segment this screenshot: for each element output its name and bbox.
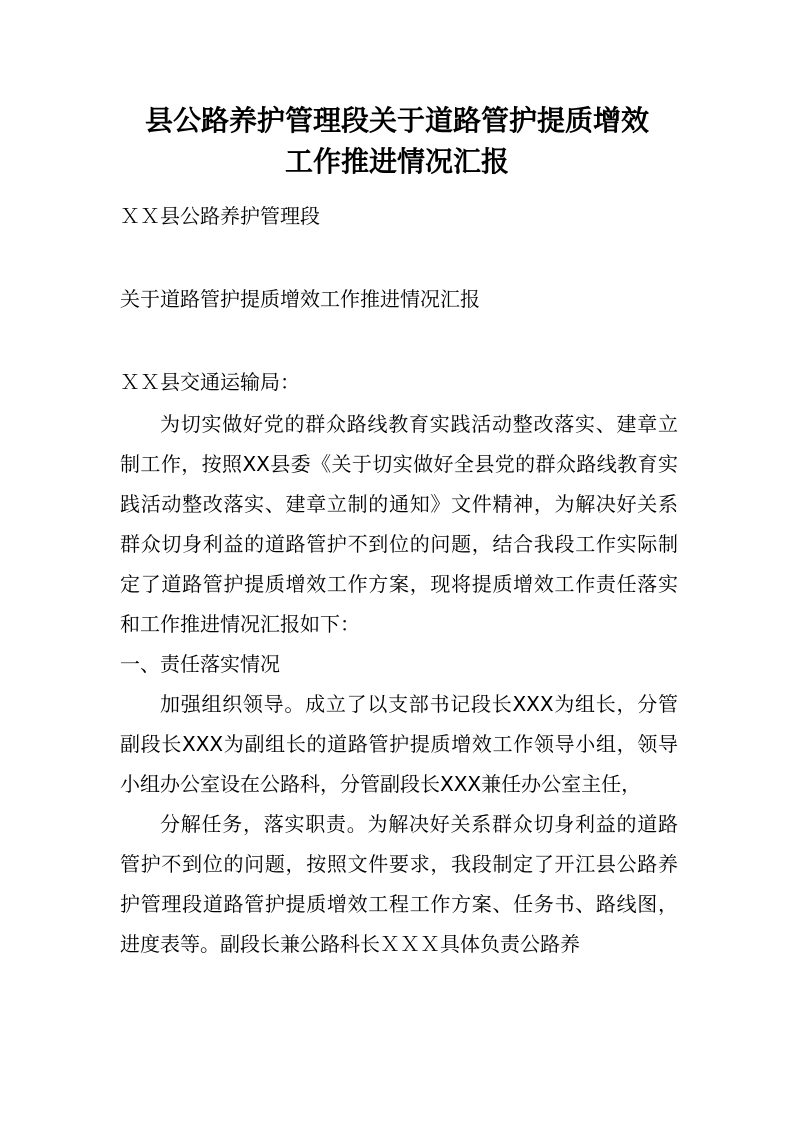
document-body: [120, 404, 678, 964]
intro-paragraph: 为切实做好党的群众路线教育实践活动整改落实、建章立制工作，按照XX县委《关于切实做好全县党的群众路线教育实践活动整改落实、建章立制的通知》文件精神，为解决好关系群众切身利益的道路管护不到位的问题，结合我段工作实际制定了道路管护提质增效工作方案，现将提质增效工作责任落实和工作推进情况汇报如下：: [120, 412, 678, 636]
section-1-paragraph-2: 分解任务，落实职责。为解决好关系群众切身利益的道路管护不到位的问题，按照文件要求，我段制定了开江县公路养护管理段道路管护提质增效工程工作方案、任务书、路线图，进度表等。副段长兼公路科长ＸＸＸ具体负责公路养: [120, 812, 678, 956]
report-subject: 关于道路管护提质增效工作推进情况汇报: [120, 287, 480, 311]
organization-name: ＸＸ县公路养护管理段: [120, 204, 320, 228]
section-1-heading: 一、责任落实情况: [120, 652, 280, 676]
document-title-line-1: 县公路养护管理段关于道路管护提质增效: [144, 104, 649, 137]
section-1-paragraph-1: 加强组织领导。成立了以支部书记段长XXX为组长，分管副段长XXX为副组长的道路管护提质增效工作领导小组，领导小组办公室设在公路科，分管副段长XXX兼任办公室主任，: [120, 692, 678, 796]
recipient-line: ＸＸ县交通运输局：: [120, 370, 300, 394]
document-title-line-2: 工作推进情况汇报: [284, 145, 509, 178]
